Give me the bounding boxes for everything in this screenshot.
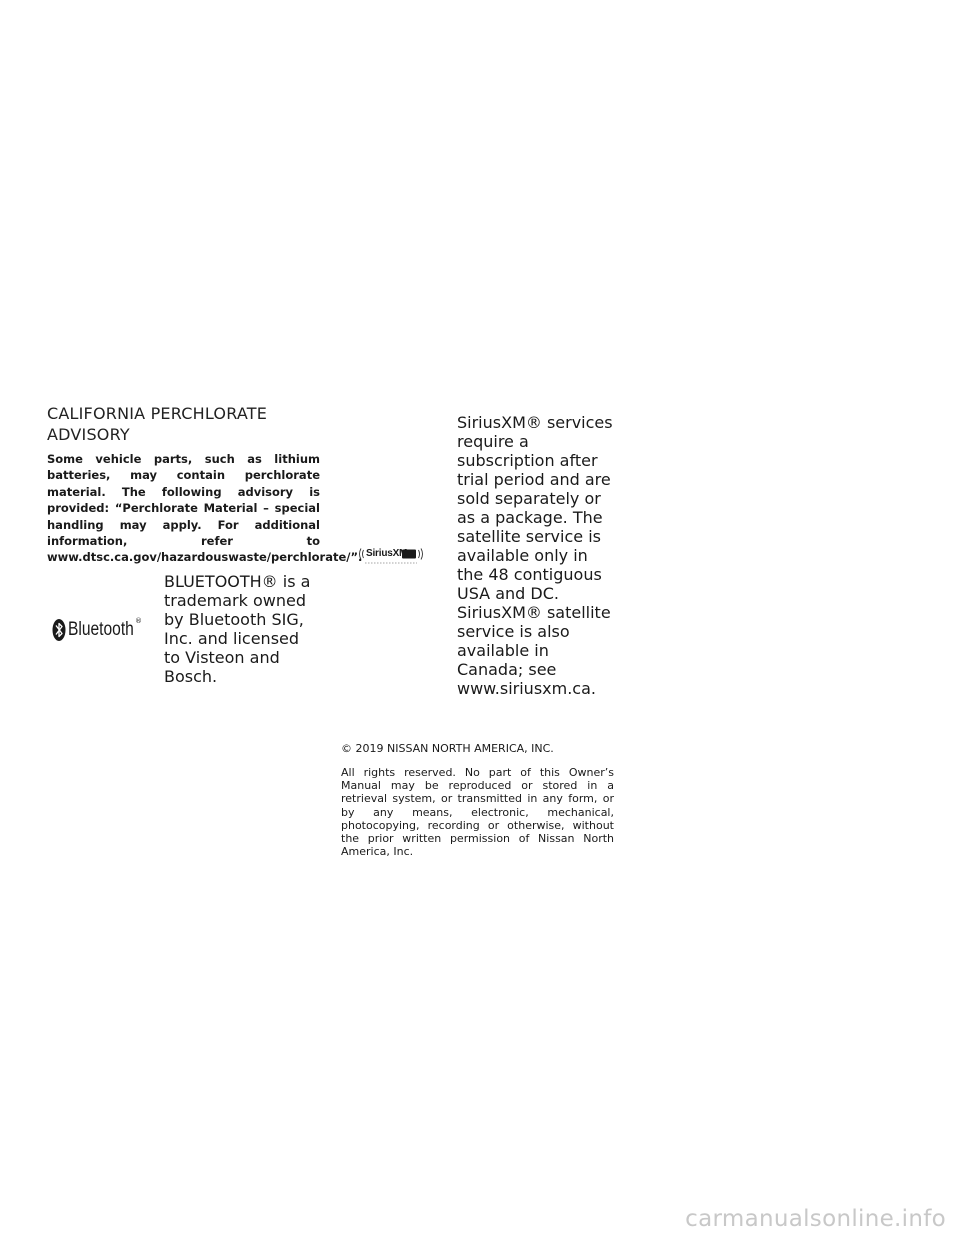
bluetooth-registered-mark: ® [135, 617, 142, 625]
siriusxm-service-text: SiriusXM® services require a subscription after trial period and are sold separately or as a package. The satellite service is available only in the 48 contiguous USA and DC. SiriusXM® satellite service is also available in Canada; see www.siriusxm.ca. [457, 413, 613, 698]
advisory-body: Some vehicle parts, such as lithium batteries, may contain perchlorate material. The following advisory is provided: “Perchlorate Material – special handling may apply. For additional information, refer to www.dtsc.ca.gov/hazardouswaste/perchlorate/”. [47, 452, 363, 565]
copyright-line: © 2019 NISSAN NORTH AMERICA, INC. [341, 742, 554, 755]
siriusxm-logo-wordmark: SiriusXM [366, 548, 408, 559]
siriusxm-logo [357, 546, 425, 566]
advisory-heading: CALIFORNIA PERCHLORATE ADVISORY [47, 404, 268, 444]
bluetooth-trademark-text: BLUETOOTH® is a trademark owned by Bluetooth SIG, Inc. and licensed to Visteon and Bosch. [164, 572, 311, 686]
bluetooth-logo [52, 617, 144, 643]
watermark: carmanualsonline.info [685, 1206, 946, 1232]
rights-reserved-text: All rights reserved. No part of this Owner’s Manual may be reproduced or stored in a retrieval system, or transmitted in any form, or by any means, electronic, mechanical, photocopying, recording or otherwise, without the prior written permission of Nissan North America, Inc. [341, 766, 614, 859]
bluetooth-logo-wordmark: Bluetooth [68, 619, 134, 640]
